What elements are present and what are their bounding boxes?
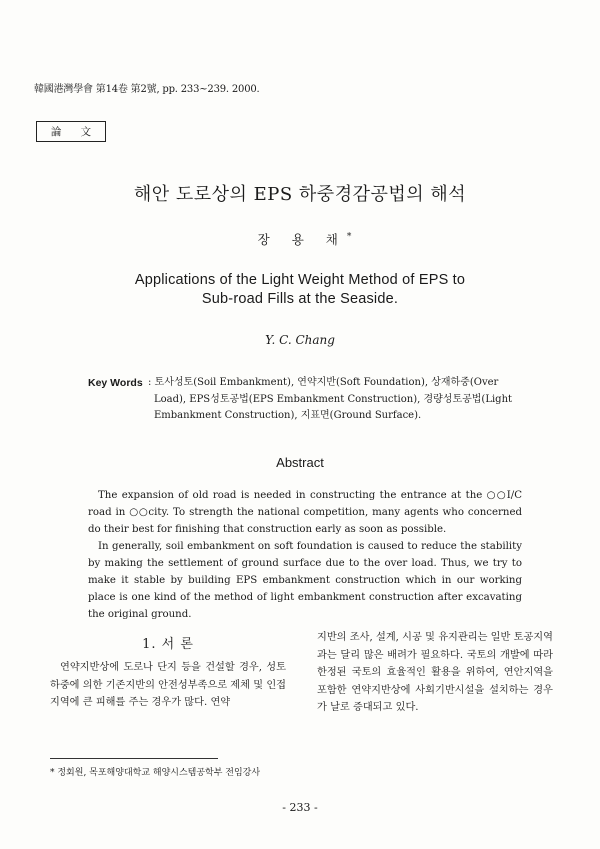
abstract-heading: Abstract [276,455,324,470]
korean-author-name: 장 용 채 [257,232,347,247]
abstract-paragraph-1: The expansion of old road is needed in constructing the entrance at the ○○I/C road in ○○city. To strength the national competition, many agents who concerned do their best for finishing that construction early as soon as possible. [88,490,522,535]
page-number: - 233 - [282,801,318,814]
article-category-badge: 論 文 [36,121,106,142]
english-title-line-1: Applications of the Light Weight Method of EPS to [134,272,466,288]
intro-paragraph-right: 지반의 조사, 설계, 시공 및 유지관리는 일반 토공지역과는 달리 많은 배려가 필요하다. 국토의 개발에 따라 한정된 국토의 효율적인 활용을 위하여, 연안지역을 포함한 연약지반상에 사회기반시설을 설치하는 경우가 날로 증대되고 있다. [317,632,553,713]
keywords-text: : 토사성토(Soil Embankment), 연약지반(Soft Foundation), 상재하중(Over Load), EPS성토공법(EPS Embankment Construction), 경량성토공법(Light Embankment Construction), 지표면(Ground Surface). [148,377,513,421]
body-column-left [50,659,286,712]
journal-citation: 韓國港灣學會 第14卷 第2號, pp. 233~239. 2000. [34,84,260,95]
keywords-block [88,375,528,425]
english-title-line-2: Sub-road Fills at the Seaside. [201,291,399,307]
author-affiliation-footnote: * 정회원, 목포해양대학교 해양시스템공학부 전임강사 [50,768,261,778]
body-column-right [317,629,553,717]
korean-author [0,230,600,248]
footnote-divider [50,758,218,759]
english-title [0,271,600,309]
keywords-label: Key Words [88,377,143,389]
intro-paragraph-left: 연약지반상에 도로나 단지 등을 건설할 경우, 성토하중에 의한 기존지반의 안전성부족으로 제체 및 인접지역에 큰 피해를 주는 경우가 많다. 연약 [50,662,286,708]
section-1-heading: 1. 서 론 [142,637,194,652]
korean-title: 해안 도로상의 EPS 하중경감공법의 해석 [133,184,467,205]
author-footnote-mark: * [346,231,352,242]
english-author: Y. C. Chang [265,333,335,347]
abstract-paragraph-2: In generally, soil embankment on soft foundation is caused to reduce the stability by making the settlement of ground surface due to the over load. Thus, we try to make it stable by building EPS embankment construction which in our working place is one kind of the method of light embankment construction after excavating the original ground. [88,541,522,620]
abstract-body [88,487,522,623]
